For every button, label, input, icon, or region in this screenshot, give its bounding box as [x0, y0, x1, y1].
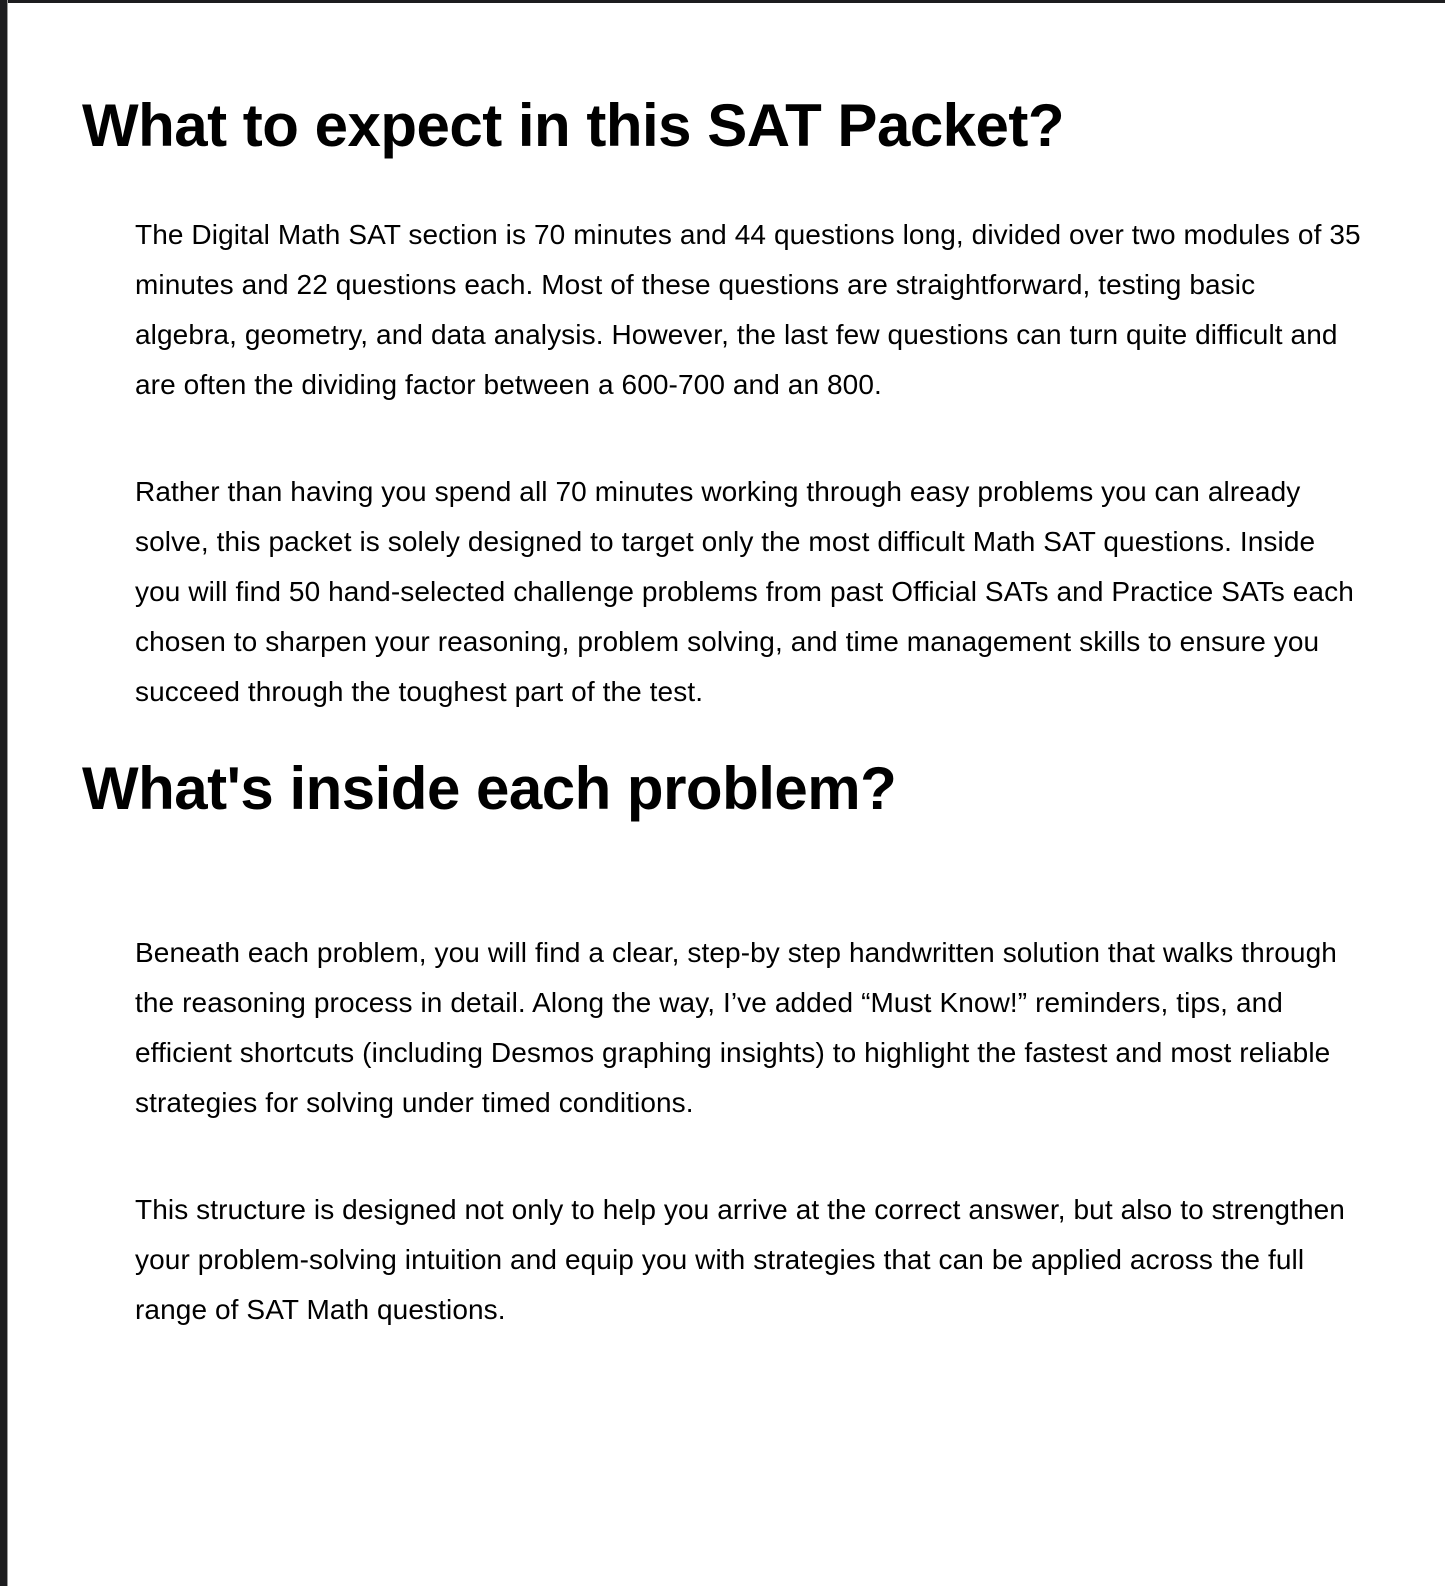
section-intro [82, 210, 1365, 717]
section-heading-whats-inside: What's inside each problem? [82, 755, 897, 822]
page-title: What to expect in this SAT Packet? [82, 92, 1065, 159]
section-whats-inside [82, 928, 1365, 1335]
paragraph-solutions: Beneath each problem, you will find a clear, step-by step handwritten solution that walks through the reasoning process in detail. Along the way, I’ve added “Must Know!” reminders, tips, and efficient shortcuts (including Desmos graphing insights) to highlight the fastest and most reliable strategies for solving under timed conditions. [135, 937, 1337, 1118]
window-left-edge [0, 0, 8, 1586]
window-top-edge [0, 0, 1445, 3]
paragraph-overview: The Digital Math SAT section is 70 minutes and 44 questions long, divided over two modules of 35 minutes and 22 questions each. Most of these questions are straightforward, testing basic algebra, geometry, and data analysis. However, the last few questions can turn quite difficult and are often the dividing factor between a 600-700 and an 800. [135, 219, 1361, 400]
paragraph-structure: This structure is designed not only to help you arrive at the correct answer, but also to strengthen your problem-solving intuition and equip you with strategies that can be applied across the full range of SAT Math questions. [135, 1194, 1345, 1325]
paragraph-packet-purpose: Rather than having you spend all 70 minutes working through easy problems you can already solve, this packet is solely designed to target only the most difficult Math SAT questions. Inside you will find 50 hand-selected challenge problems from past Official SATs and Practice SATs each chosen to sharpen your reasoning, problem solving, and time management skills to ensure you succeed through the toughest part of the test. [135, 476, 1354, 707]
